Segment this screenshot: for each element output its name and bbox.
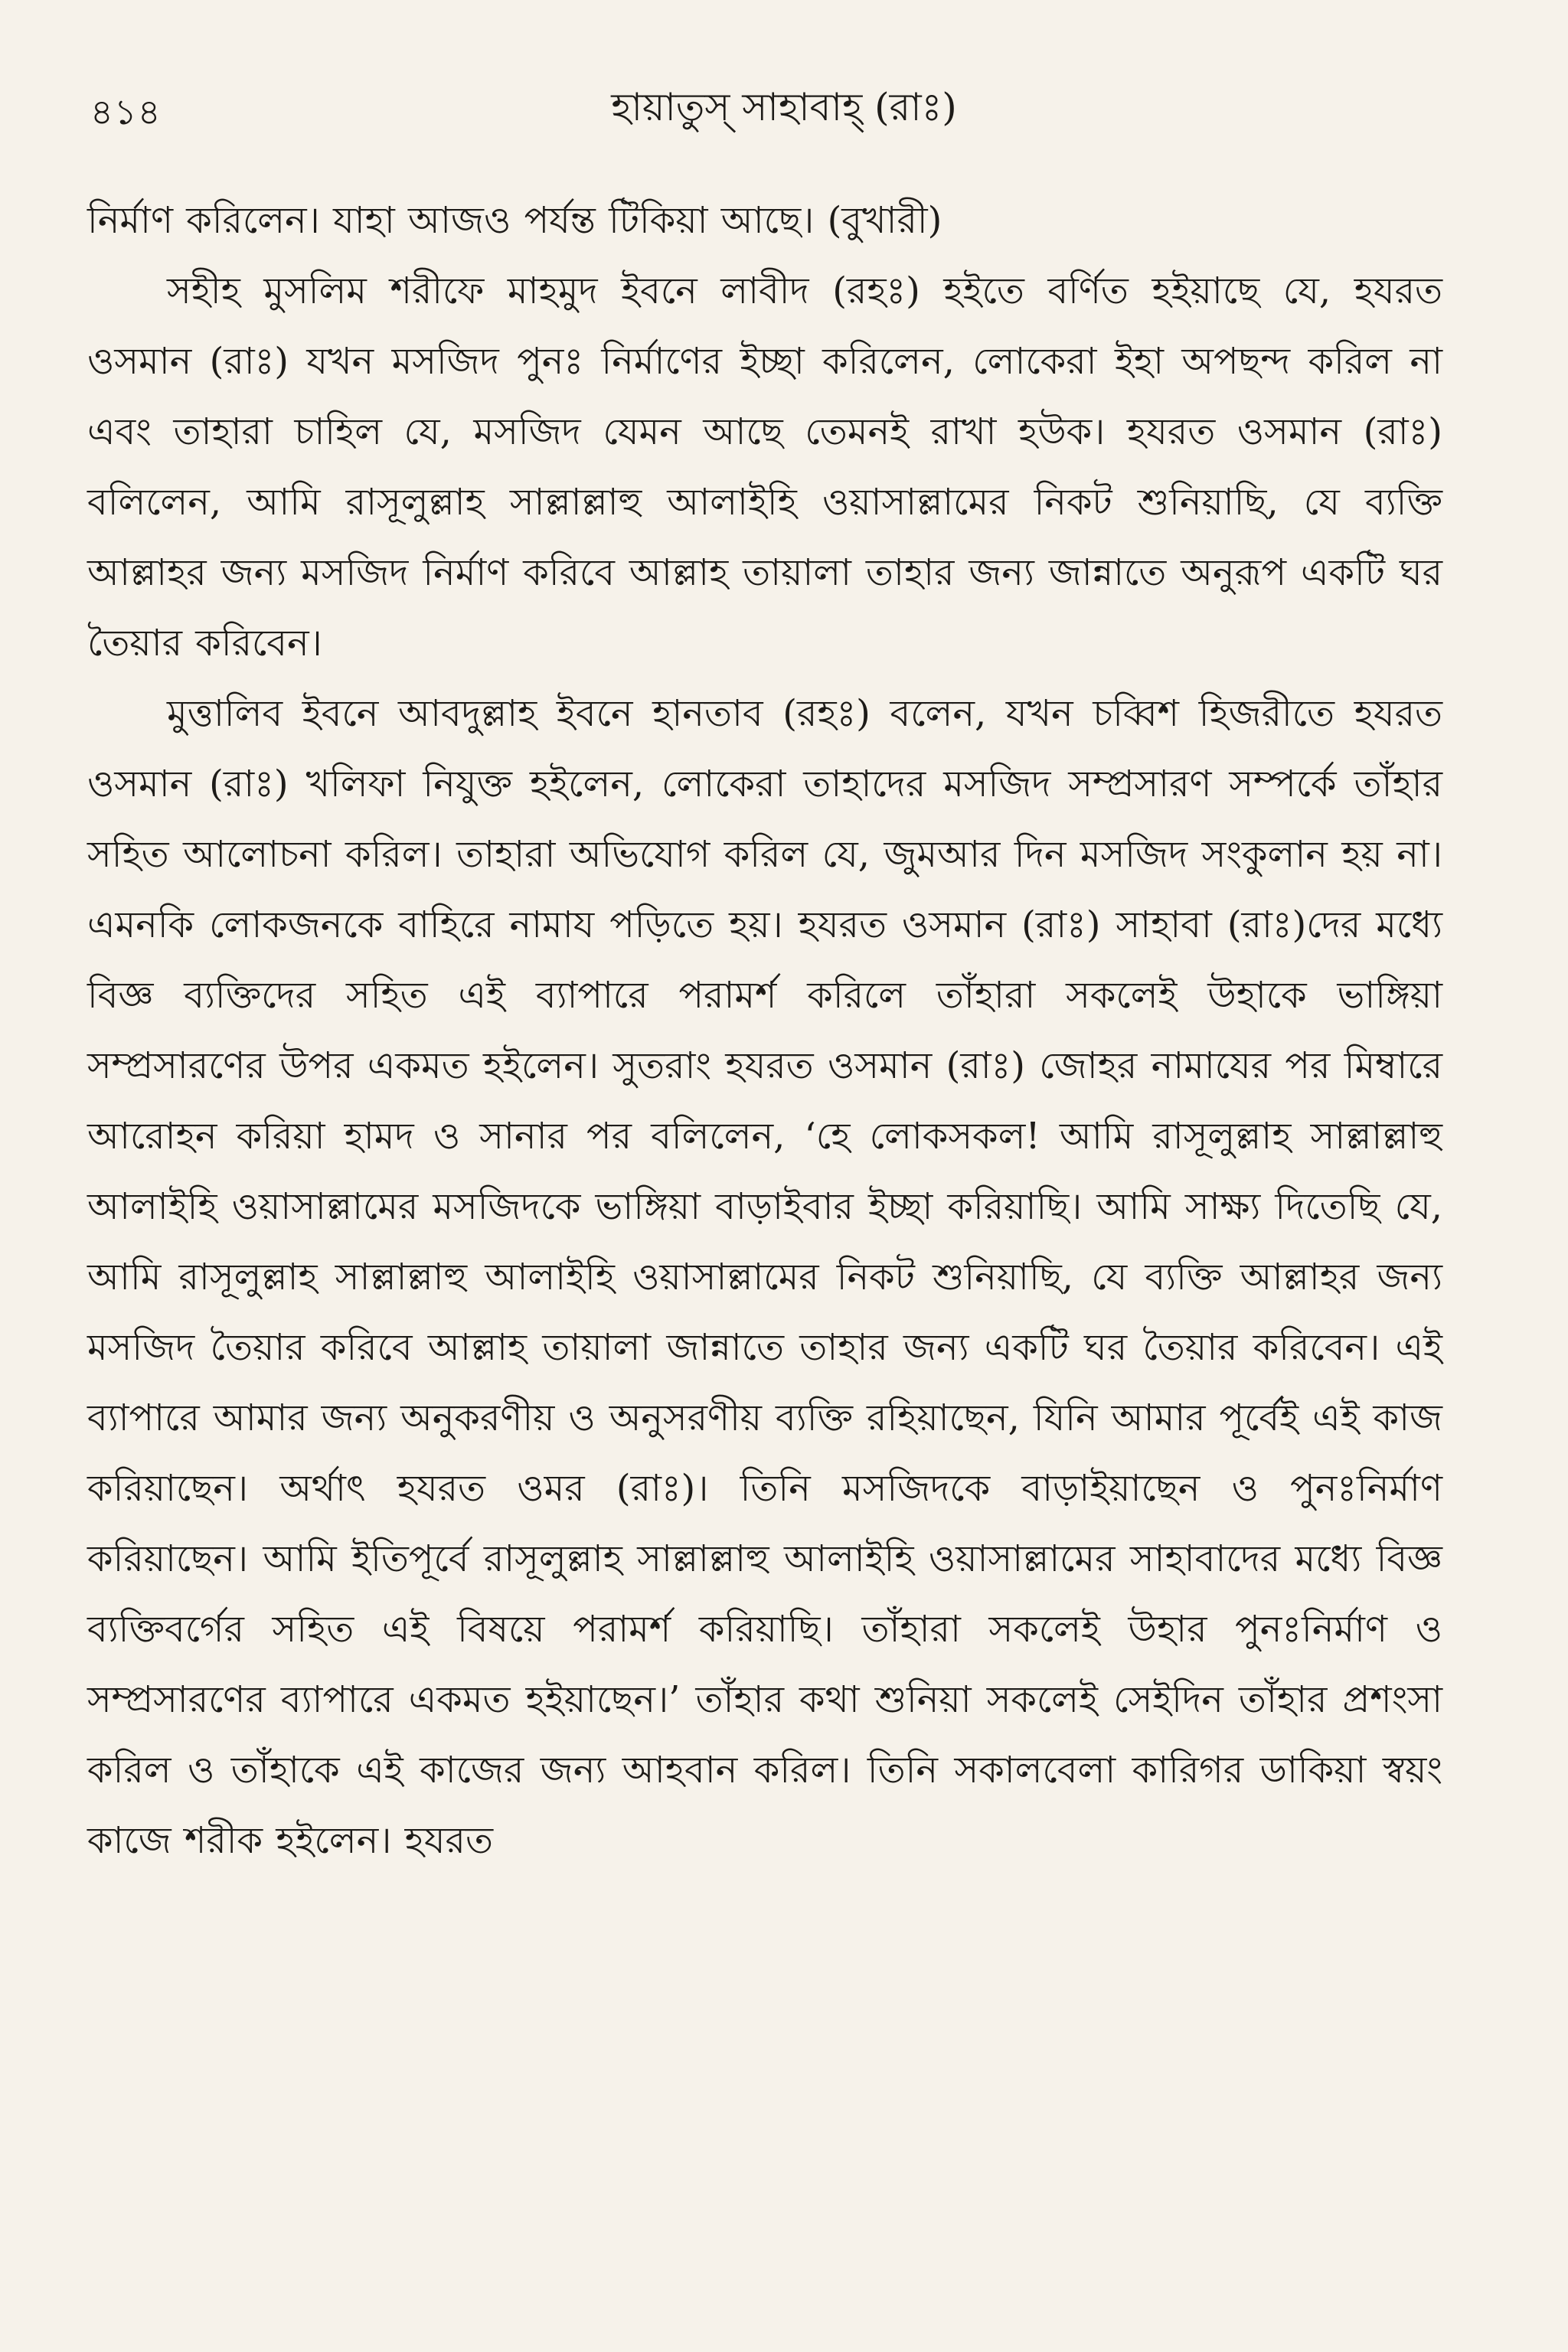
paragraph-muttalib-narration: মুত্তালিব ইবনে আবদুল্লাহ ইবনে হানতাব (রহঃ) বলেন, যখন চব্বিশ হিজরীতে হযরত ওসমান (রাঃ) খলিফা নিযুক্ত হইলেন, লোকেরা তাহাদের মসজিদ সম্প্রসারণ সম্পর্কে তাঁহার সহিত আলোচনা করিল। তাহারা অভিযোগ করিল যে, জুমআর দিন মসজিদ সংকুলান হয় না। এমনকি লোকজনকে বাহিরে নামায পড়িতে হয়। হযরত ওসমান (রাঃ) সাহাবা (রাঃ)দের মধ্যে বিজ্ঞ ব্যক্তিদের সহিত এই ব্যাপারে পরামর্শ করিলে তাঁহারা সকলেই উহাকে ভাঙ্গিয়া সম্প্রসারণের উপর একমত হইলেন। সুতরাং হযরত ওসমান (রাঃ) জোহর নামাযের পর মিম্বারে আরোহন করিয়া হামদ ও সানার পর বলিলেন, ‘হে লোকসকল! আমি রাসূলুল্লাহ সাল্লাল্লাহু আলাইহি ওয়াসাল্লামের মসজিদকে ভাঙ্গিয়া বাড়াইবার ইচ্ছা করিয়াছি। আমি সাক্ষ্য দিতেছি যে, আমি রাসূলুল্লাহ সাল্লাল্লাহু আলাইহি ওয়াসাল্লামের নিকট শুনিয়াছি, যে ব্যক্তি আল্লাহর জন্য মসজিদ তৈয়ার করিবে আল্লাহ তায়ালা জান্নাতে তাহার জন্য একটি ঘর তৈয়ার করিবেন। এই ব্যাপারে আমার জন্য অনুকরণীয় ও অনুসরণীয় ব্যক্তি রহিয়াছেন, যিনি আমার পূর্বেই এই কাজ করিয়াছেন। অর্থাৎ হযরত ওমর (রাঃ)। তিনি মসজিদকে বাড়াইয়াছেন ও পুনঃনির্মাণ করিয়াছেন। আমি ইতিপূর্বে রাসূলুল্লাহ সাল্লাল্লাহু আলাইহি ওয়াসাল্লামের সাহাবাদের মধ্যে বিজ্ঞ ব্যক্তিবর্গের সহিত এই বিষয়ে পরামর্শ করিয়াছি। তাঁহারা সকলেই উহার পুনঃনির্মাণ ও সম্প্রসারণের ব্যাপারে একমত হইয়াছেন।’ তাঁহার কথা শুনিয়া সকলেই সেইদিন তাঁহার প্রশংসা করিল ও তাঁহাকে এই কাজের জন্য আহবান করিল। তিনি সকালবেলা কারিগর ডাকিয়া স্বয়ং কাজে শরীক হইলেন। হযরত [87,692,1442,1862]
page-number: ৪১৪ [90,91,162,132]
paragraph-continuation: নির্মাণ করিলেন। যাহা আজও পর্যন্ত টিকিয়া আছে। (বুখারী) [87,199,942,242]
paragraph-muslim-narration: সহীহ মুসলিম শরীফে মাহমুদ ইবনে লাবীদ (রহঃ) হইতে বর্ণিত হইয়াছে যে, হযরত ওসমান (রাঃ) যখন মসজিদ পুনঃ নির্মাণের ইচ্ছা করিলেন, লোকেরা ইহা অপছন্দ করিল না এবং তাহারা চাহিল যে, মসজিদ যেমন আছে তেমনই রাখা হউক। হযরত ওসমান (রাঃ) বলিলেন, আমি রাসূলুল্লাহ সাল্লাল্লাহু আলাইহি ওয়াসাল্লামের নিকট শুনিয়াছি, যে ব্যক্তি আল্লাহর জন্য মসজিদ নির্মাণ করিবে আল্লাহ তায়ালা তাহার জন্য জান্নাতে অনুরূপ একটি ঘর তৈয়ার করিবেন। [87,270,1442,665]
running-title: হায়াতুস্ সাহাবাহ্ (রাঃ) [611,85,957,129]
body-text [87,185,1442,1876]
